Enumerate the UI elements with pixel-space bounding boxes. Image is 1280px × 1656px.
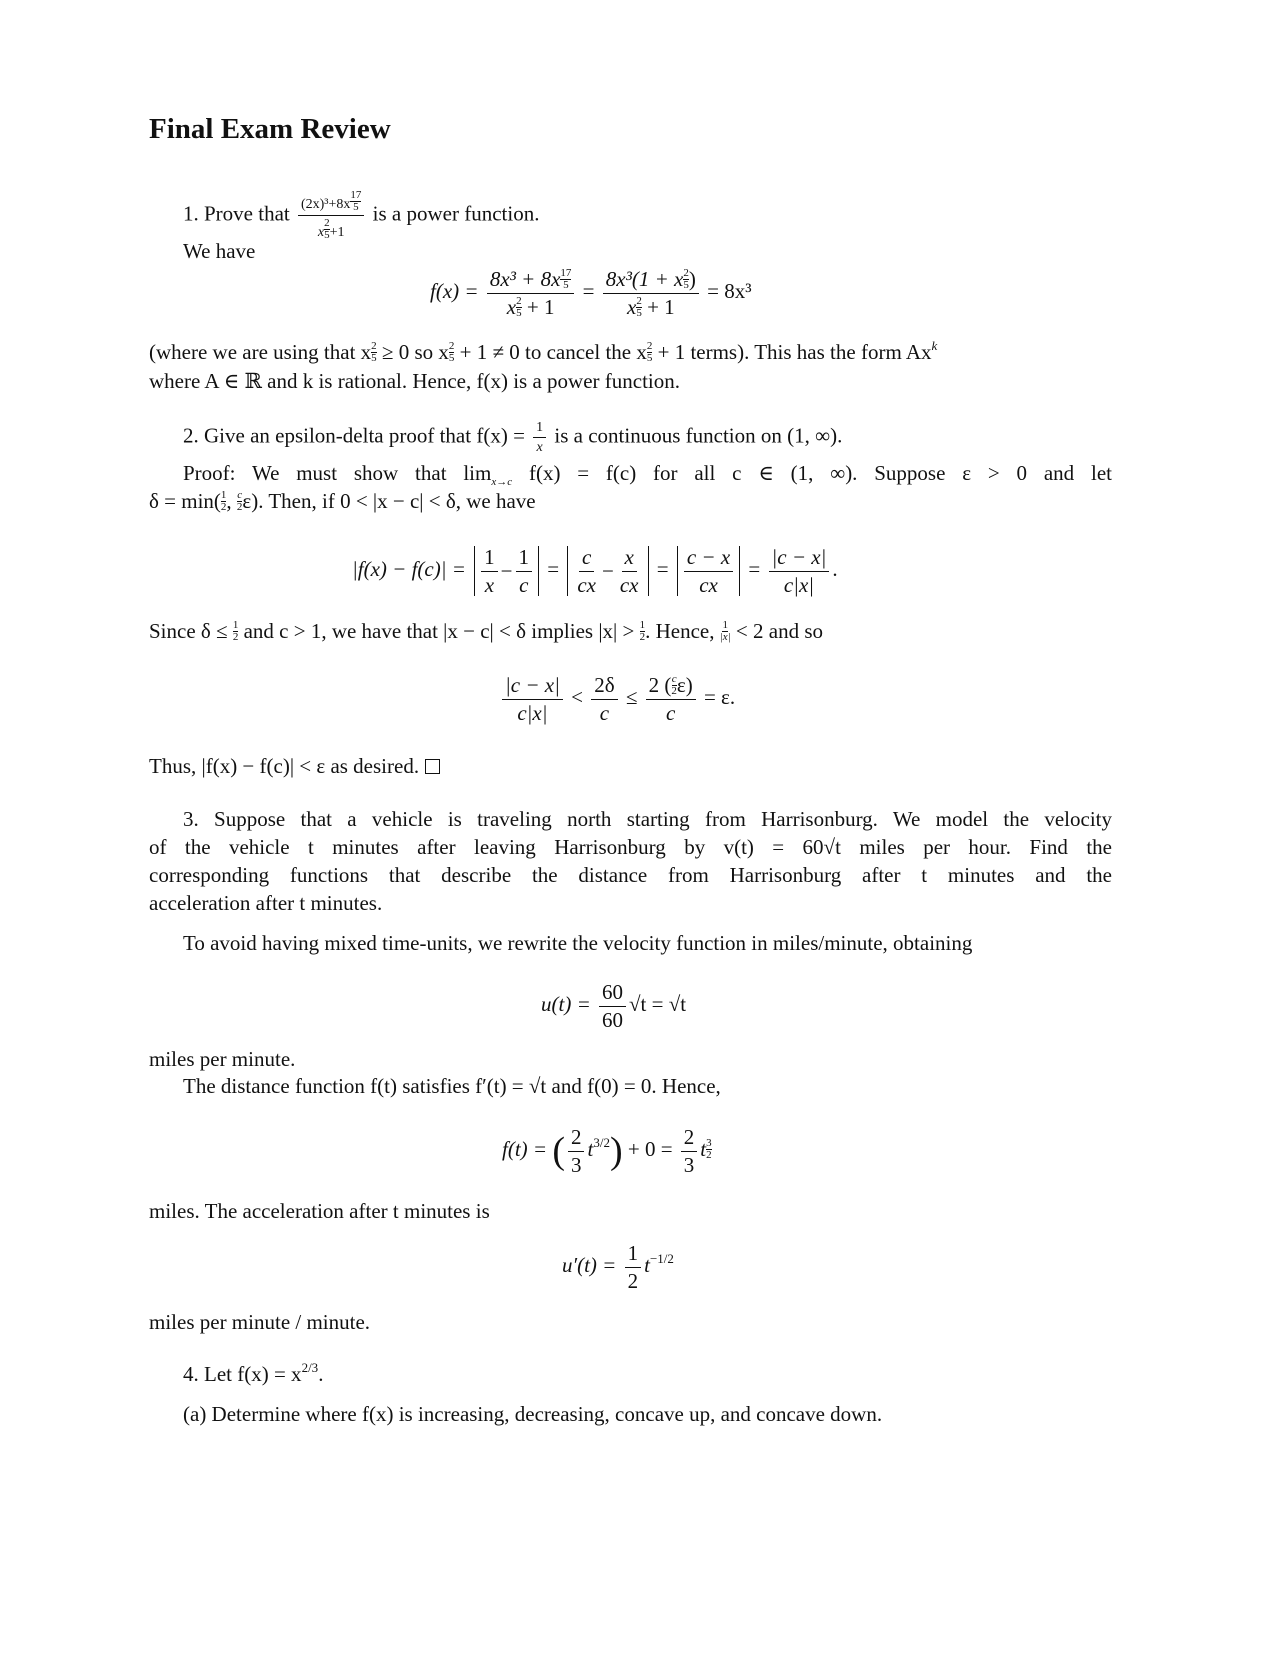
q1-prompt-fraction: (2x)³+8x $\frac{17}{5}$ x $\frac{2}{5}$ +1	[298, 190, 364, 241]
q4-part-a: (a) Determine where f(x) is increasing, decreasing, concave up, and concave down.	[183, 1402, 883, 1426]
q2-delta-definition: δ = min( $\frac{1}{2}$ , $\frac{c}{2}$ ε). Then, if 0 < |x − c| < δ, we have	[149, 489, 536, 513]
q2-equation-2: $\frac{|c - x|}{c|x|}$ < $\frac{2\delta}{c}$ ≤ 2 ( $\frac{c}{2}$ ε) c = ε.	[499, 668, 735, 726]
q3-line-3: corresponding functions that describe the distance from Harrisonburg after t minutes and the	[149, 863, 1112, 887]
q3-line-4: acceleration after t minutes.	[149, 891, 383, 915]
q1-equation: f(x) = 8x³ + 8x $\frac{17}{5}$ x $\frac{2}{5}$ + 1 = 8x³(1 + x $\frac{2}{5}$ ) x $\frac{2}{5}$ + 1 = 8x³	[430, 266, 752, 319]
q3-mpmm: miles per minute / minute.	[149, 1310, 371, 1334]
page-title: Final Exam Review	[149, 113, 391, 145]
q2-since-line: Since δ ≤ $\frac{1}{2}$ and c > 1, we have that |x − c| < δ implies |x| > $\frac{1}{2}$ . Hence, $\frac{1}{|x|}$ < 2 and so	[149, 619, 823, 643]
q2-proof-line1: Proof: We must show that $\lim_{x\to c} f(x) = f(c)$ for all c ∈ (1, ∞). Suppose ε > 0 and let	[183, 461, 1112, 489]
q1-prompt-post: is a power function.	[372, 201, 540, 226]
q1-explanation-line2: where A ∈ ℝ and k is rational. Hence, f(x) is a power function.	[149, 369, 681, 393]
q1-explanation-line1: (where we are using that x $\frac{2}{5}$ ≥ 0 so x $\frac{2}{5}$ + 1 ≠ 0 to cancel the x $\frac{2}{5}$ + 1 terms). This has the form Ax$^k$	[149, 338, 938, 364]
q1-prompt	[183, 190, 539, 241]
q3-miles-acceleration: miles. The acceleration after t minutes is	[149, 1199, 490, 1223]
q3-u-equation: u(t) = $\frac{60}{60}$ √t = √t	[541, 979, 687, 1032]
q3-line-2: of the vehicle t minutes after leaving Harrisonburg by v(t) = 60√t miles per hour. Find the	[149, 835, 1112, 859]
q3-mpm: miles per minute.	[149, 1047, 296, 1071]
q2-prompt: 2. Give an epsilon-delta proof that f(x) = $\frac{1}{x}$ is a continuous function on (1, ∞).	[183, 420, 843, 456]
q1-prompt-pre: 1. Prove that	[183, 201, 290, 226]
q2-conclusion: Thus, |f(x) − f(c)| < ε as desired.	[149, 753, 440, 779]
q3-distance: The distance function f(t) satisfies f′(t) = √t and f(0) = 0. Hence,	[183, 1074, 721, 1098]
q1-we-have: We have	[183, 239, 256, 263]
q4-prompt: 4. Let $f(x) = x^{2/3}$.	[183, 1360, 324, 1386]
q3-avoid: To avoid having mixed time-units, we rewrite the velocity function in miles/minute, obtaining	[183, 931, 973, 955]
q3-uprime-equation: u′(t) = $\frac{1}{2}$ $t^{-1/2}$	[562, 1240, 674, 1293]
q2-equation-1: |f(x) − f(c)| = $\frac{1}{x}$ − $\frac{1}{c}$ = $\frac{c}{cx}$ − $\frac{x}{cx}$ = $\frac{c - x}{cx}$ = $\frac{|c - x|}{c|x|}$ .	[352, 544, 838, 597]
q3-line-1: 3. Suppose that a vehicle is traveling north starting from Harrisonburg. We model the velocity	[183, 807, 1112, 831]
qed-square-icon	[425, 759, 440, 774]
q3-f-equation: f(t) = ( $\frac{2}{3}$ $t^{3/2}) + 0$ = $\frac{2}{3}$ t $\frac{3}{2}$	[502, 1124, 712, 1177]
